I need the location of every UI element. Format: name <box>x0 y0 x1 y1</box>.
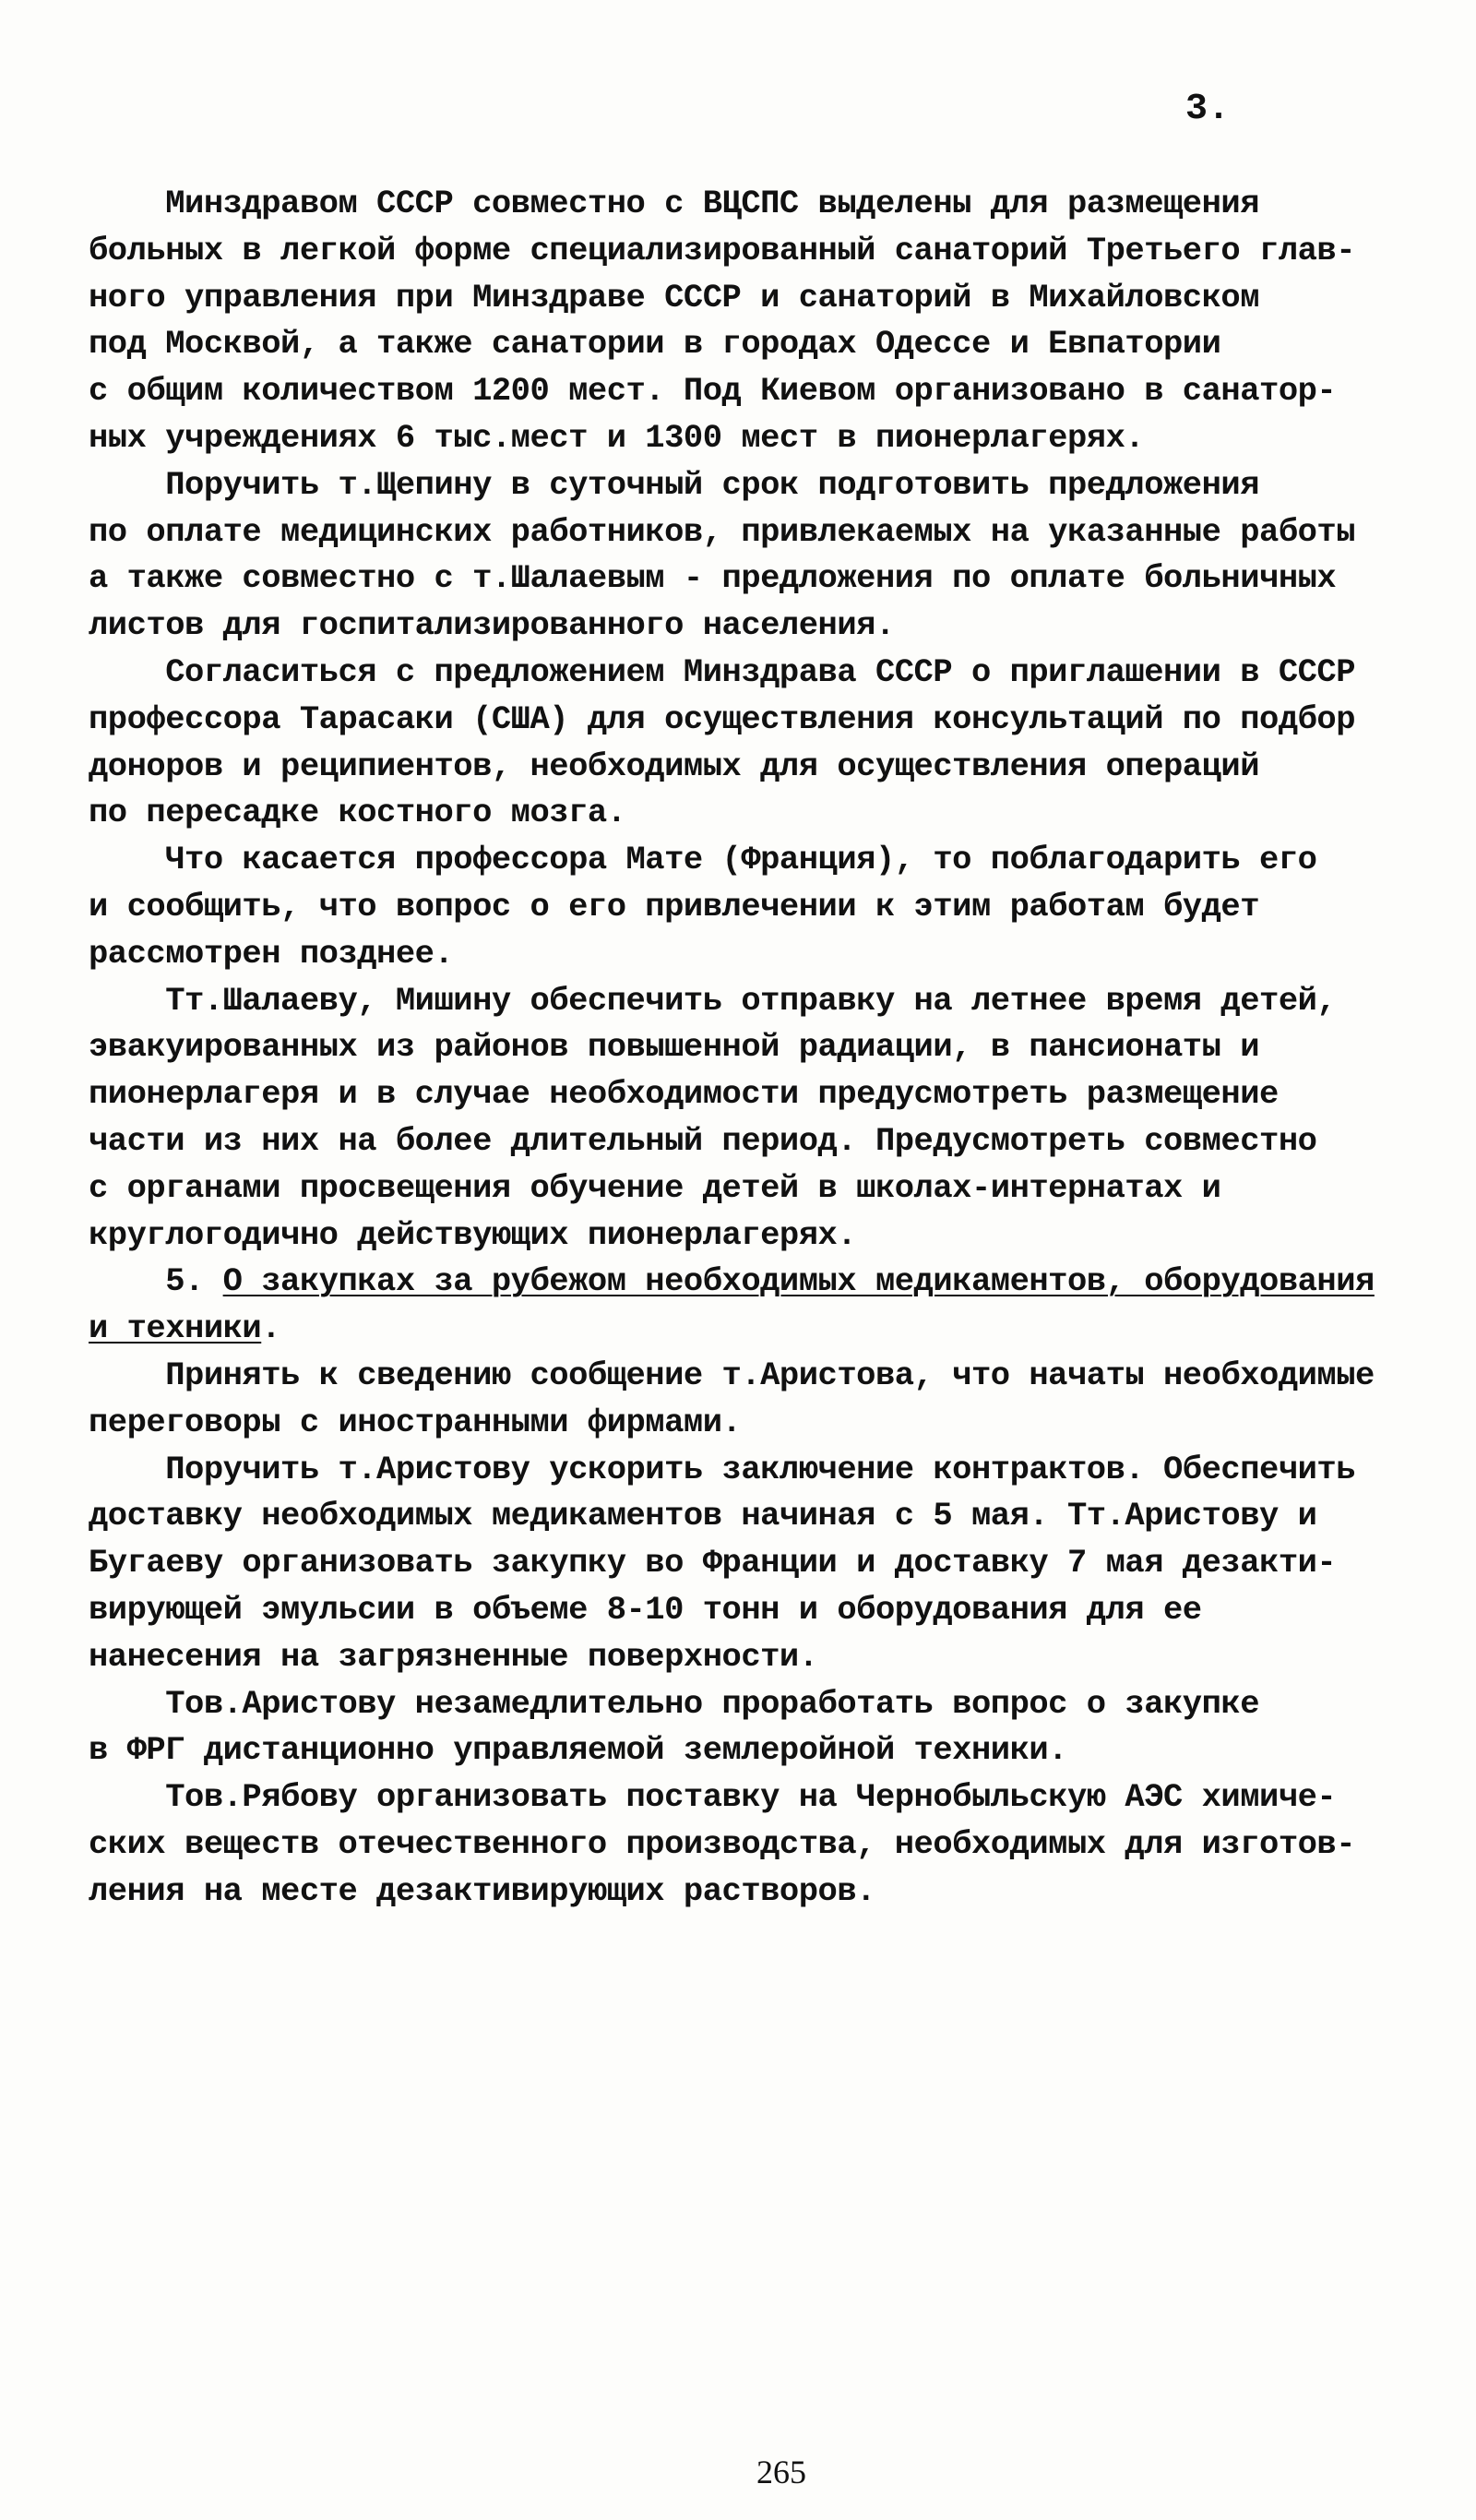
text-line: переговоры с иностранными фирмами. <box>89 1403 742 1441</box>
document-body <box>89 181 1399 1915</box>
text-line: ного управления при Минздраве СССР и санаторий в Михайловском <box>89 278 1260 316</box>
section-heading-line-1 <box>89 1259 1399 1306</box>
text-line: части из них на более длительный период. Предусмотреть совместно <box>89 1121 1317 1160</box>
text-line: пионерлагеря и в случае необходимости предусмотреть размещение <box>89 1075 1279 1114</box>
text-line: листов для госпитализированного населения. <box>89 606 895 645</box>
text-line: и сообщить, что вопрос о его привлечении к этим работам будет <box>89 887 1260 926</box>
text-line: круглогодично действующих пионерлагерях. <box>89 1215 857 1254</box>
section-number: 5. <box>89 1262 223 1301</box>
text-line: эвакуированных из районов повышенной радиации, в пансионаты и <box>89 1028 1260 1067</box>
text-line: больных в легкой форме специализированный санаторий Третьего глав- <box>89 231 1356 269</box>
text-line: доноров и реципиентов, необходимых для осуществления операций <box>89 746 1260 785</box>
text-line: Бугаеву организовать закупку во Франции и доставку 7 мая дезакти- <box>89 1544 1337 1582</box>
text-line: Поручить т.Аристову ускорить заключение контрактов. Обеспечить <box>89 1450 1356 1488</box>
text-line: Принять к сведению сообщение т.Аристова, что начаты необходимые <box>89 1356 1375 1394</box>
section-heading-period: . <box>261 1309 281 1348</box>
archive-page-number: 265 <box>756 2454 806 2490</box>
text-line: рассмотрен позднее. <box>89 934 454 973</box>
text-line: ных учреждениях 6 тыс.мест и 1300 мест в пионерлагерях. <box>89 418 1145 457</box>
text-line: в ФРГ дистанционно управляемой землеройной техники. <box>89 1731 1067 1770</box>
text-line: Тов.Рябову организовать поставку на Чернобыльскую АЭС химиче- <box>89 1778 1337 1817</box>
text-line: доставку необходимых медикаментов начиная с 5 мая. Тт.Аристову и <box>89 1497 1317 1535</box>
text-line: Тт.Шалаеву, Мишину обеспечить отправку на летнее время детей, <box>89 981 1337 1020</box>
text-line: с органами просвещения обучение детей в школах-интернатах и <box>89 1168 1221 1207</box>
text-line: под Москвой, а также санатории в городах Одессе и Евпатории <box>89 325 1221 364</box>
text-line: по пересадке костного мозга. <box>89 794 626 832</box>
section-heading-text: и техники <box>89 1309 262 1348</box>
text-line: Минздравом СССР совместно с ВЦСПС выделены для размещения <box>89 185 1260 222</box>
text-line: профессора Тарасаки (США) для осуществления консультаций по подбор <box>89 699 1356 738</box>
text-line: Что касается профессора Мате (Франция), то поблагодарить его <box>89 841 1317 879</box>
text-line: Поручить т.Щепину в суточный срок подготовить предложения <box>89 465 1260 504</box>
text-line: с общим количеством 1200 мест. Под Киевом организовано в санатор- <box>89 372 1337 411</box>
page-number: 3. <box>1185 89 1231 130</box>
text-line: нанесения на загрязненные поверхности. <box>89 1637 818 1676</box>
text-line: Тов.Аристову незамедлительно проработать вопрос о закупке <box>89 1684 1260 1723</box>
text-line: а также совместно с т.Шалаевым - предложения по оплате больничных <box>89 559 1337 598</box>
section-heading-line-2 <box>89 1306 1399 1353</box>
text-line: Согласиться с предложением Минздрава СССР о приглашении в СССР <box>89 652 1356 691</box>
section-heading-text: О закупках за рубежом необходимых медикаментов, оборудования <box>222 1262 1375 1301</box>
text-line: по оплате медицинских работников, привлекаемых на указанные работы <box>89 512 1356 551</box>
text-line: вирующей эмульсии в объеме 8-10 тонн и оборудования для ее <box>89 1590 1202 1629</box>
text-line: ских веществ отечественного производства, необходимых для изготов- <box>89 1824 1356 1863</box>
text-line: ления на месте дезактивирующих растворов. <box>89 1871 875 1910</box>
